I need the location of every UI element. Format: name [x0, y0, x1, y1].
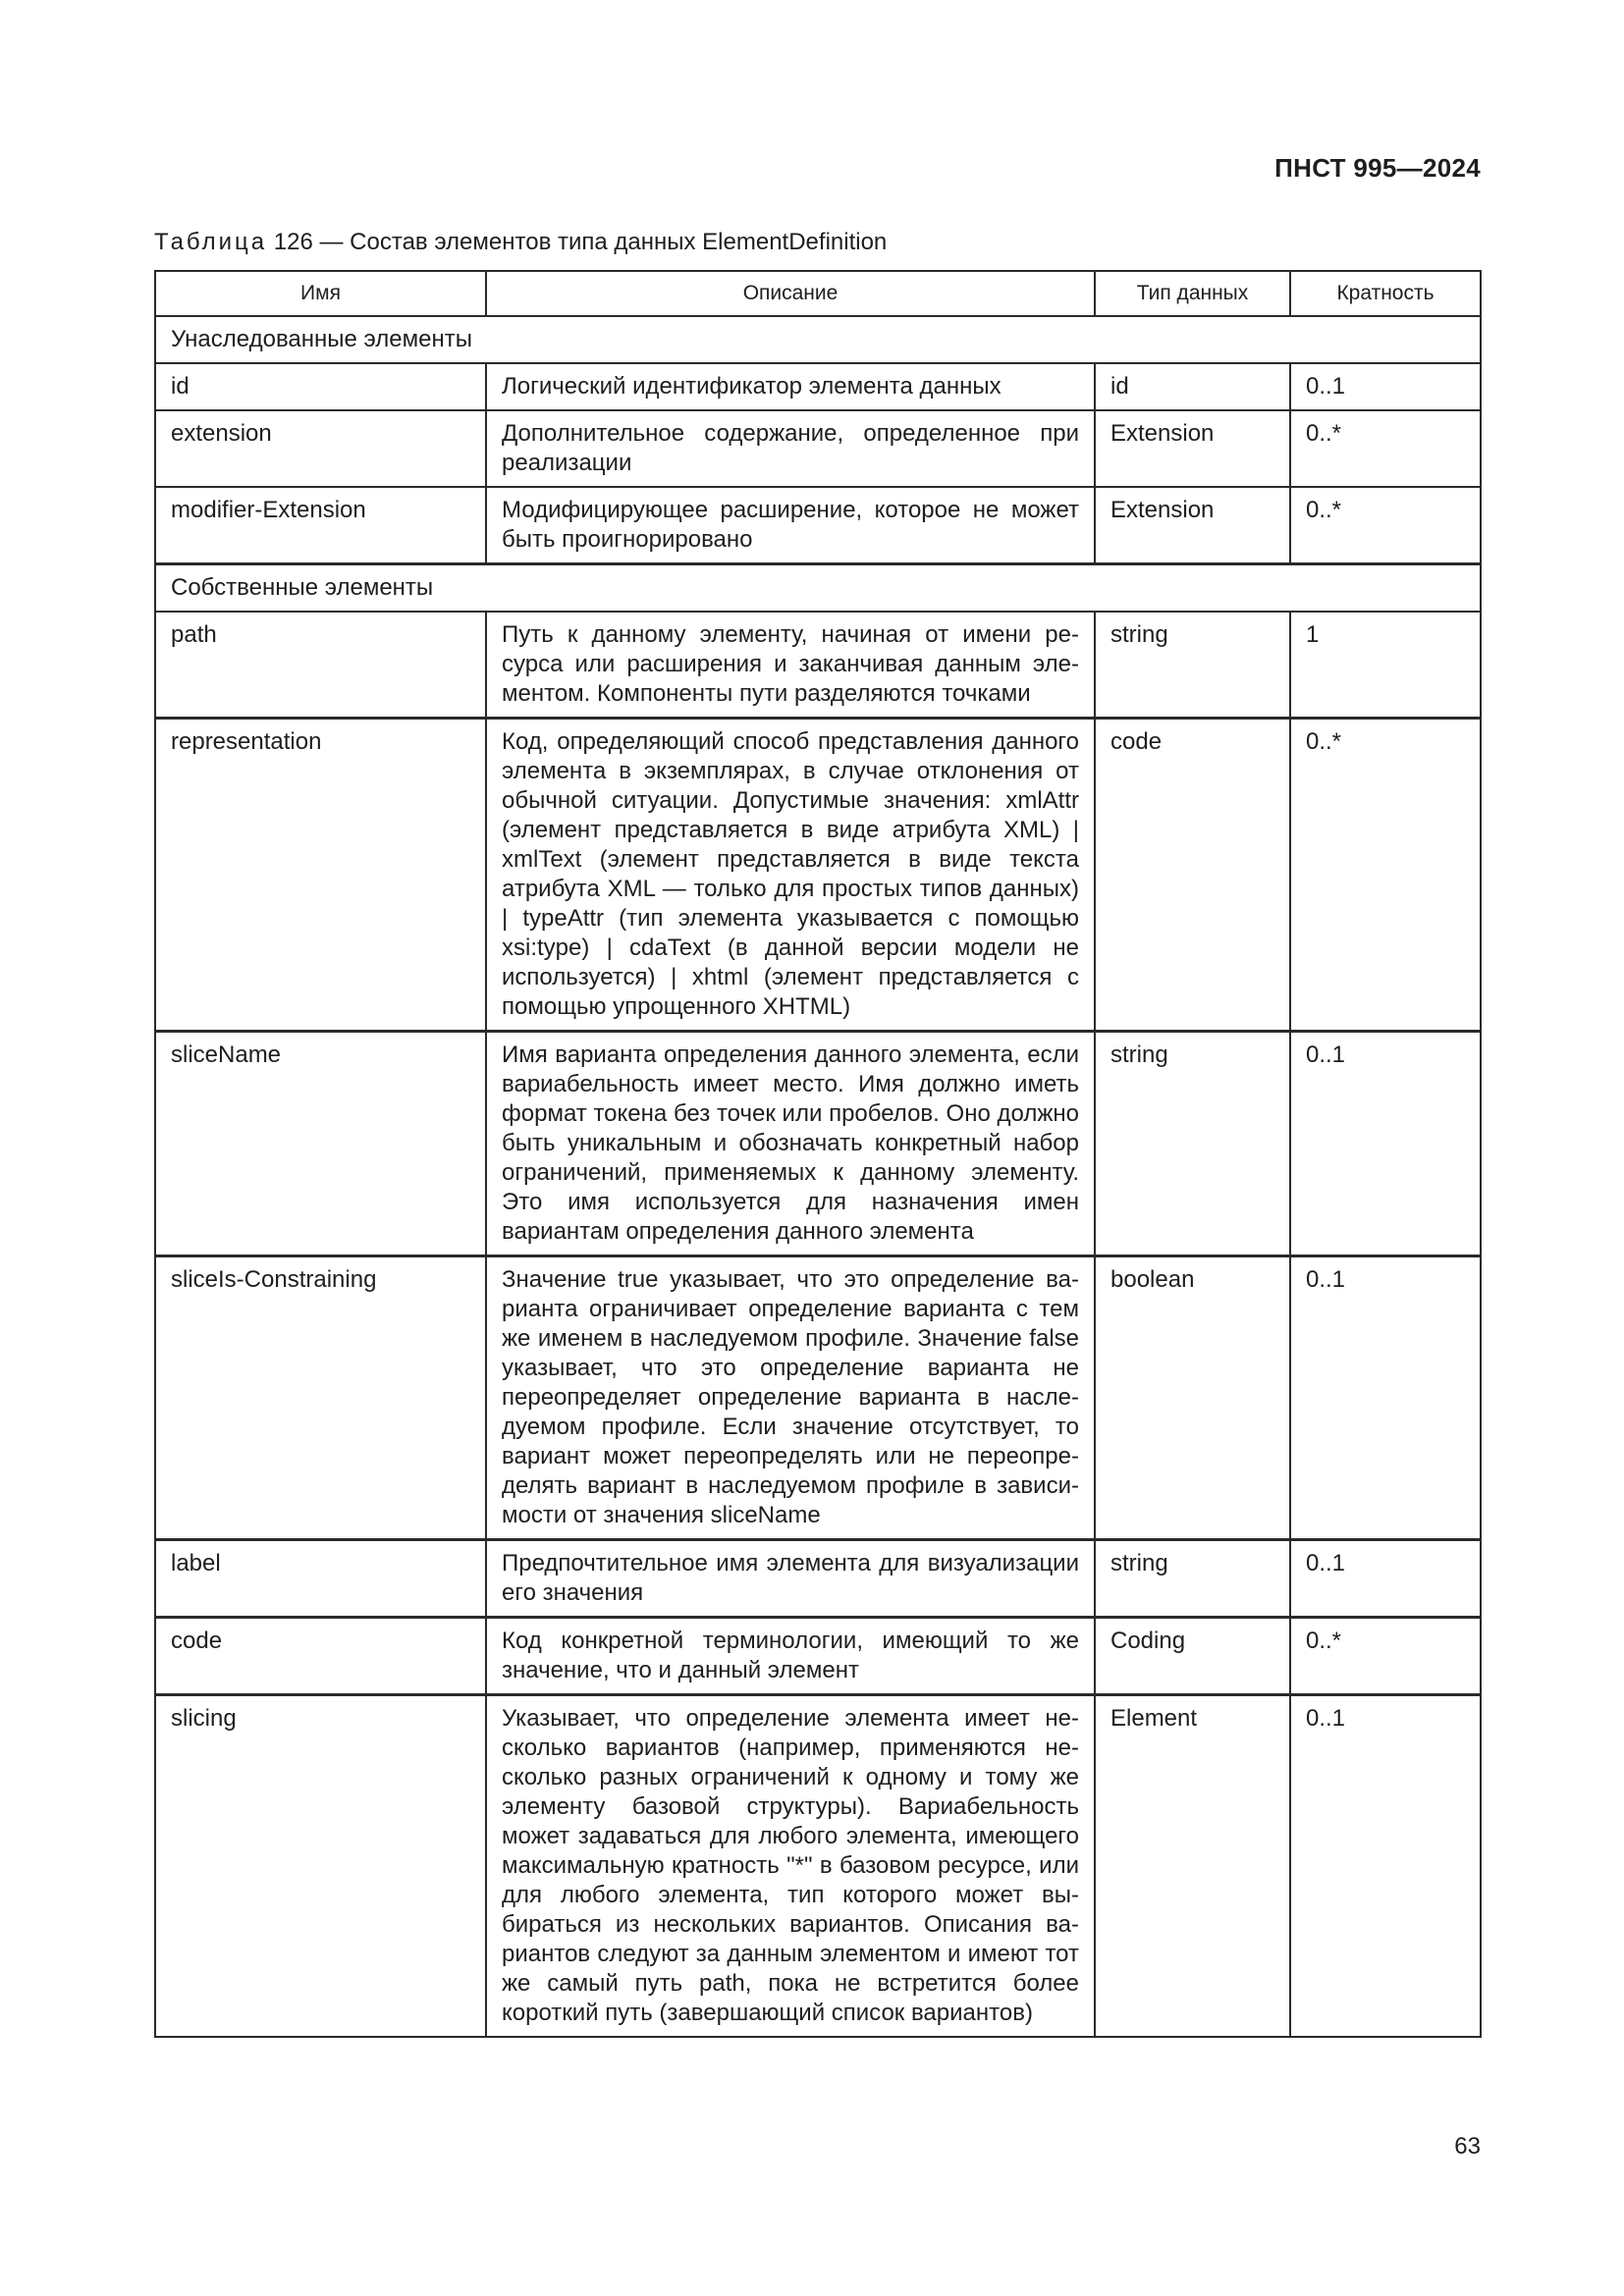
- cell-data-type: string: [1095, 1540, 1290, 1618]
- cell-data-type: boolean: [1095, 1256, 1290, 1540]
- cell-name: sliceIs-Constraining: [155, 1256, 486, 1540]
- table-row: [155, 1618, 1481, 1695]
- cell-description: Предпочтительное имя элемента для визуализации его значения: [486, 1540, 1095, 1618]
- table-caption: [154, 229, 887, 256]
- cell-description: Значение true указывает, что это определение варианта ограничивает определение варианта с тем же именем в наследуемом профиле. Значение false указывает, что это определение варианта не переопределяет определение варианта в наследуемом профиле. Если значение отсутствует, то вариант может переопределять или не переопределять вариант в наследуемом профиле в зависимости от значения sliceName: [486, 1256, 1095, 1540]
- table-row: [155, 363, 1481, 410]
- table-row: [155, 410, 1481, 487]
- cell-name: label: [155, 1540, 486, 1618]
- cell-description: Код, определяющий способ представления данного элемента в экземплярах, в случае отклонения от обычной ситуации. Допустимые значения: xmlAttr (элемент представляется в виде атрибута XML) | xmlText (элемент представляется в виде текста атрибута XML — только для простых типов данных) | typeAttr (тип элемента указывается с помощью xsi:type) | cdaText (в данной версии модели не используется) | xhtml (элемент представляется с помощью упрощенного XHTML): [486, 719, 1095, 1032]
- cell-data-type: Coding: [1095, 1618, 1290, 1695]
- cell-data-type: string: [1095, 612, 1290, 719]
- cell-cardinality: 1: [1290, 612, 1481, 719]
- cell-name: id: [155, 363, 486, 410]
- page-number: 63: [1454, 2133, 1481, 2160]
- table-row: [155, 1695, 1481, 2038]
- table-caption-label: Таблица: [154, 229, 268, 255]
- group-row-inherited: [155, 316, 1481, 363]
- cell-cardinality: 0..*: [1290, 1618, 1481, 1695]
- table-header-row: [155, 271, 1481, 316]
- column-header-data-type: Тип данных: [1095, 271, 1290, 316]
- cell-cardinality: 0..1: [1290, 1032, 1481, 1256]
- cell-description: Код конкретной терминологии, имеющий то же значение, что и данный элемент: [486, 1618, 1095, 1695]
- table-row: [155, 487, 1481, 564]
- cell-name: representation: [155, 719, 486, 1032]
- table-row: [155, 1540, 1481, 1618]
- cell-cardinality: 0..1: [1290, 1256, 1481, 1540]
- cell-data-type: code: [1095, 719, 1290, 1032]
- cell-cardinality: 0..1: [1290, 1695, 1481, 2038]
- cell-description: Указывает, что определение элемента имеет несколько вариантов (например, применяются несколько разных ограничений к одному и тому же элементу базовой структуры). Вариабельность может задаваться для любого элемента, имеющего максимальную кратность "*" в базовом ресурсе, или для любого элемента, тип которого может выбираться из нескольких вариантов. Описания вариантов следуют за данным элементом и имеют тот же самый путь path, пока не встретится более короткий путь (завершающий список вариантов): [486, 1695, 1095, 2038]
- cell-name: extension: [155, 410, 486, 487]
- document-number: ПНСТ 995—2024: [1274, 153, 1481, 183]
- cell-description: Имя варианта определения данного элемента, если вариабельность имеет место. Имя должно иметь формат токена без точек или пробелов. Оно должно быть уникальным и обозначать конкретный набор ограничений, применяемых к данному элементу. Это имя используется для назначения имен вариантам определения данного элемента: [486, 1032, 1095, 1256]
- table-row: [155, 1256, 1481, 1540]
- table-row: [155, 612, 1481, 719]
- cell-description: Путь к данному элементу, начиная от имени ресурса или расширения и заканчивая данным элементом. Компоненты пути разделяются точками: [486, 612, 1095, 719]
- element-definition-table: [154, 270, 1482, 2038]
- cell-cardinality: 0..*: [1290, 487, 1481, 564]
- cell-description: Логический идентификатор элемента данных: [486, 363, 1095, 410]
- cell-name: modifier-Extension: [155, 487, 486, 564]
- cell-cardinality: 0..*: [1290, 410, 1481, 487]
- cell-description: Модифицирующее расширение, которое не может быть проигнорировано: [486, 487, 1095, 564]
- cell-name: slicing: [155, 1695, 486, 2038]
- cell-name: code: [155, 1618, 486, 1695]
- cell-cardinality: 0..*: [1290, 719, 1481, 1032]
- table-caption-text: 126 — Состав элементов типа данных ElementDefinition: [273, 229, 888, 255]
- cell-data-type: id: [1095, 363, 1290, 410]
- cell-cardinality: 0..1: [1290, 363, 1481, 410]
- table-row: [155, 719, 1481, 1032]
- cell-description: Дополнительное содержание, определенное при реализации: [486, 410, 1095, 487]
- cell-data-type: Extension: [1095, 487, 1290, 564]
- cell-cardinality: 0..1: [1290, 1540, 1481, 1618]
- group-label-inherited: Унаследованные элементы: [155, 316, 1481, 363]
- column-header-name: Имя: [155, 271, 486, 316]
- group-label-own: Собственные элементы: [155, 564, 1481, 613]
- column-header-description: Описание: [486, 271, 1095, 316]
- cell-data-type: string: [1095, 1032, 1290, 1256]
- cell-name: sliceName: [155, 1032, 486, 1256]
- column-header-cardinality: Кратность: [1290, 271, 1481, 316]
- group-row-own: [155, 564, 1481, 613]
- cell-data-type: Element: [1095, 1695, 1290, 2038]
- cell-name: path: [155, 612, 486, 719]
- cell-data-type: Extension: [1095, 410, 1290, 487]
- table-row: [155, 1032, 1481, 1256]
